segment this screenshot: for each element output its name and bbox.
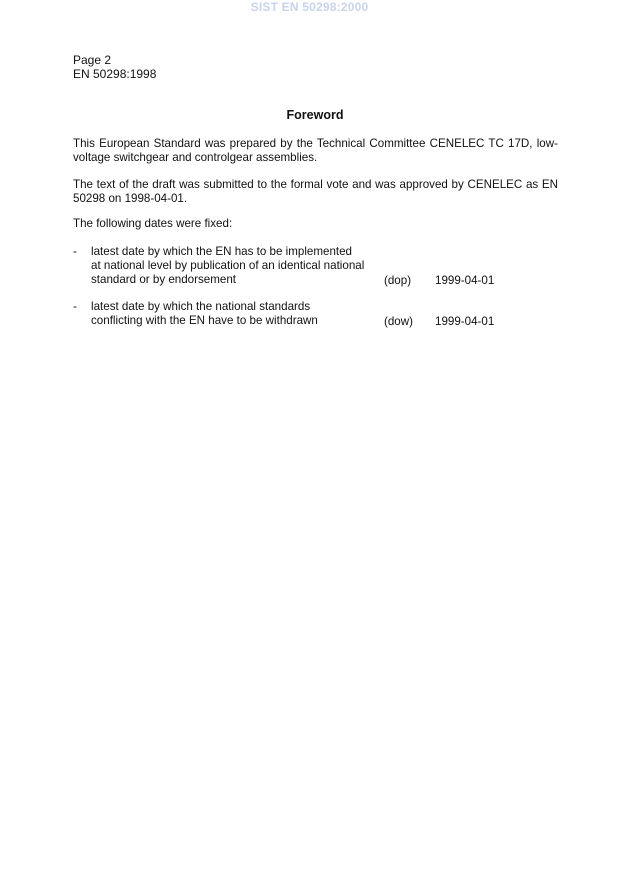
date-value: 1999-04-01	[435, 315, 495, 328]
document-id: EN 50298:1998	[73, 67, 157, 81]
description-line: latest date by which the EN has to be implemented	[91, 245, 353, 258]
description-line: conflicting with the EN have to be withdrawn	[91, 314, 318, 327]
watermark-text: SIST EN 50298:2000	[250, 0, 369, 14]
description-line: latest date by which the national standards	[91, 300, 311, 313]
list-dash: -	[73, 300, 77, 313]
date-abbreviation: (dow)	[384, 315, 413, 328]
page-header	[73, 53, 156, 81]
description-line: at national level by publication of an identical national	[91, 259, 365, 272]
date-item-description	[91, 245, 376, 287]
page-number: Page 2	[73, 53, 112, 67]
date-value: 1999-04-01	[435, 274, 495, 287]
paragraph-committee: This European Standard was prepared by the Technical Committee CENELEC TC 17D, low-voltage switchgear and controlgear assemblies.	[73, 137, 558, 164]
section-title: Foreword	[286, 108, 344, 122]
description-line: standard or by endorsement	[91, 273, 237, 286]
list-dash: -	[73, 245, 77, 258]
paragraph-approval: The text of the draft was submitted to the formal vote and was approved by CENELEC as EN 50298 on 1998-04-01.	[73, 178, 558, 205]
paragraph-dates-intro: The following dates were fixed:	[73, 217, 233, 230]
date-abbreviation: (dop)	[384, 274, 412, 287]
date-item-description	[91, 300, 376, 328]
